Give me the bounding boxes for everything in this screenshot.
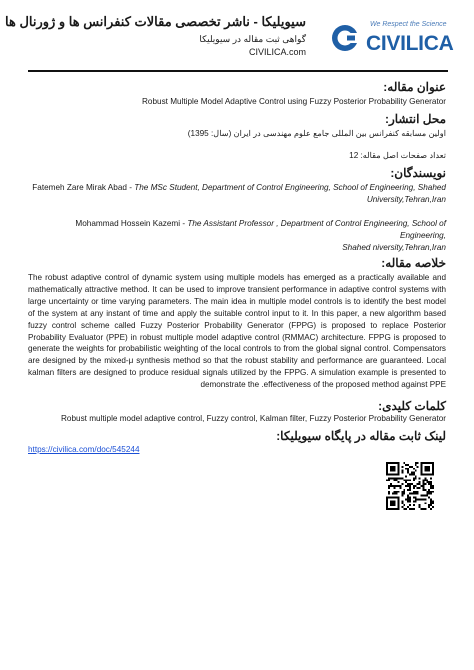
author-line-2 xyxy=(28,242,446,254)
header-subtitle: گواهی ثبت مقاله در سیویلیکا xyxy=(199,34,306,44)
author-name: Fatemeh Zare Mirak Abad - xyxy=(32,183,135,192)
publication-value: اولین مسابقه کنفرانس بین المللی جامع علوم مهندسی در ایران (سال: 1395) xyxy=(187,129,446,138)
link-heading: لینک ثابت مقاله در پایگاه سیویلیکا: xyxy=(276,429,446,443)
keywords-heading: کلمات کلیدی: xyxy=(378,399,446,413)
paper-title: Robust Multiple Model Adaptive Control using Fuzzy Posterior Probability Generator xyxy=(142,97,446,106)
paper-permalink[interactable]: https://civilica.com/doc/545244 xyxy=(28,445,140,454)
logo-tagline: We Respect the Science xyxy=(370,21,447,28)
author-name: Mohammad Hossein Kazemi - xyxy=(75,219,188,228)
author-affiliation: The Assistant Professor , Department of Control Engineering, School of Engineering, xyxy=(187,219,446,240)
author-entry xyxy=(28,182,446,206)
author-entry xyxy=(28,218,446,254)
author-affiliation-cont: University,Tehran,Iran xyxy=(366,195,446,204)
header-divider xyxy=(28,70,448,72)
abstract-heading: خلاصه مقاله: xyxy=(381,256,446,270)
qr-code-icon[interactable] xyxy=(386,462,434,510)
civilica-logo-mark-icon xyxy=(330,23,362,53)
author-line-1 xyxy=(28,218,446,242)
publication-heading: محل انتشار: xyxy=(384,112,446,126)
authors-heading: نویسندگان: xyxy=(390,166,446,180)
civilica-logo[interactable] xyxy=(330,20,474,54)
author-affiliation: The MSc Student, Department of Control Engineering, School of Engineering, Shahed xyxy=(134,183,446,192)
page-header xyxy=(5,8,454,64)
author-line-2 xyxy=(28,194,446,206)
author-affiliation-cont: Shahed niversity,Tehran,Iran xyxy=(342,243,446,252)
page-count: تعداد صفحات اصل مقاله: 12 xyxy=(349,151,446,160)
title-heading: عنوان مقاله: xyxy=(383,80,446,94)
keywords-value: Robust multiple model adaptive control, Fuzzy control, Kalman filter, Fuzzy Posterior Probability Generator xyxy=(61,414,446,423)
logo-wordmark: CIVILICA xyxy=(366,32,454,55)
abstract-text: The robust adaptive control of dynamic system using multiple models has emerged as a practically available and mathematically attractive method. It can be used to improve transient performance in adaptive control systems with large uncertainty or time varying parameters. The main idea in multiple model controls is to identify the best model of the system at any instant of time and apply the suitable control input to it. In this paper, a new algorithm based fuzzy control scheme called Fuzzy Posterior Probability Generator (FPPG) is proposed to replace Posterior Probability Evaluator (PPE) in robust multiple model adaptive control (RMMAC) architecture. FPPG is proposed to generate the weights for probabilistic weighting of the local controls to from the global signal control. Compensators are designed by the mixed-μ synthesis method so that the robust stability and performance are guaranteed. Local kalman filters are designed to produce residual signals utilized by the FPPG. A simulation example is presented to demonstrate the .effectiveness of the proposed method against PPE xyxy=(28,273,446,390)
author-line-1 xyxy=(28,182,446,194)
header-site: CIVILICA.com xyxy=(248,47,306,57)
header-title: سیویلیکا - ناشر تخصصی مقالات کنفرانس ها و ژورنال ها xyxy=(5,14,306,29)
